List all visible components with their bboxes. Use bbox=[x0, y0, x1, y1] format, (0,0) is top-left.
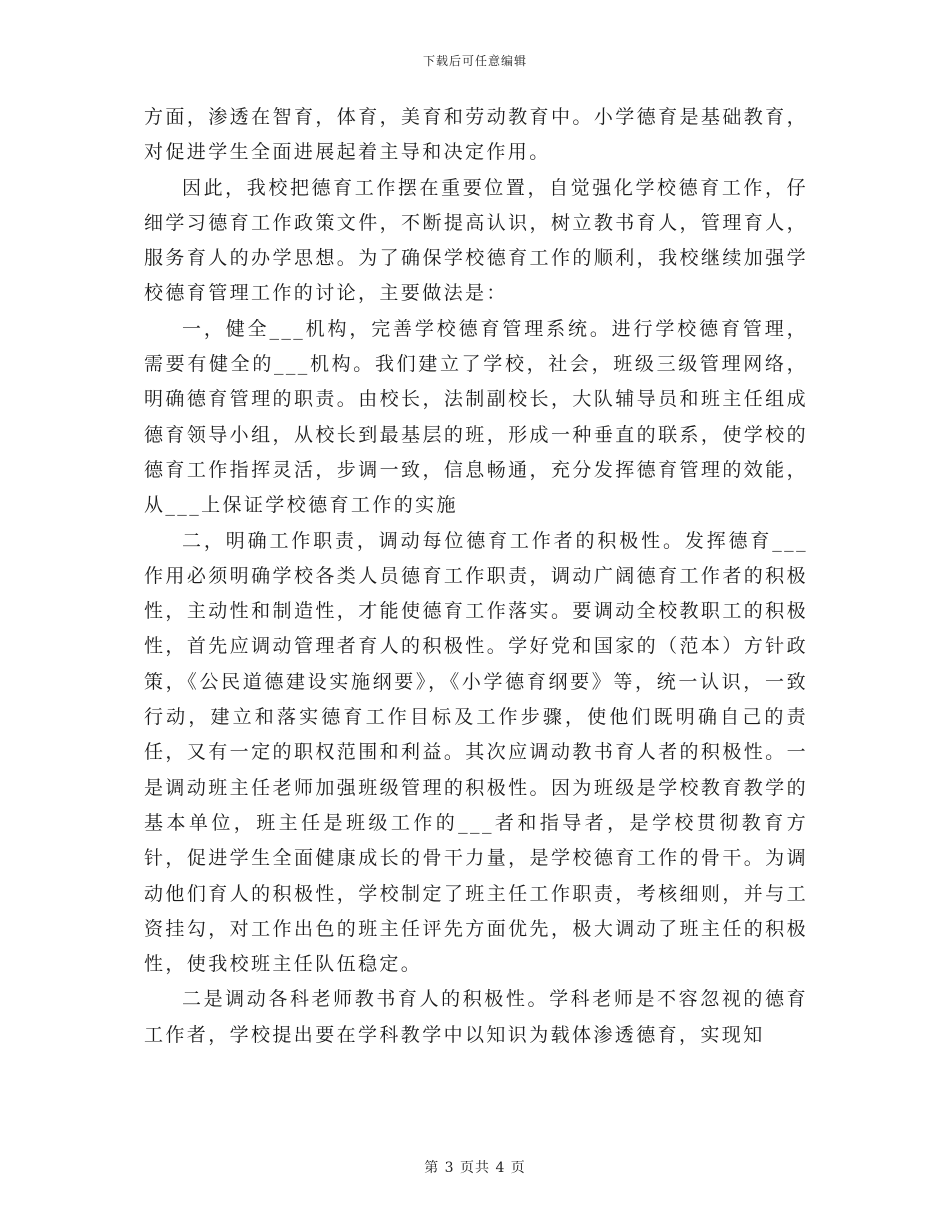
paragraph-1: 方面，渗透在智育，体育，美育和劳动教育中。小学德育是基础教育，对促进学生全面进展起着主导和决定作用。 bbox=[144, 106, 808, 164]
paragraph-3: 一，健全___机构，完善学校德育管理系统。进行学校德育管理，需要有健全的___机构。我们建立了学校，社会，班级三级管理网络，明确德育管理的职责。由校长，法制副校长，大队辅导员和班主任组成德育领导小组，从校长到最基层的班，形成一种垂直的联系，使学校的德育工作指挥灵活，步调一致，信息畅通，充分发挥德育管理的效能，从___上保证学校德育工作的实施 bbox=[144, 317, 808, 517]
paragraph-2: 因此，我校把德育工作摆在重要位置，自觉强化学校德育工作，仔细学习德育工作政策文件，不断提高认识，树立教书育人，管理育人，服务育人的办学思想。为了确保学校德育工作的顺利，我校继续加强学校德育管理工作的讨论，主要做法是： bbox=[144, 176, 808, 305]
page-header: 下载后可任意编辑 bbox=[422, 54, 527, 68]
paragraph-4: 二，明确工作职责，调动每位德育工作者的积极性。发挥德育___作用必须明确学校各类人员德育工作职责，调动广阔德育工作者的积极性，主动性和制造性，才能使德育工作落实。要调动全校教职工的积极性，首先应调动管理者育人的积极性。学好党和国家的（范本）方针政策，《公民道德建设实施纲要》，《小学德育纲要》等，统一认识，一致行动，建立和落实德育工作目标及工作步骤，使他们既明确自己的责任，又有一定的职权范围和利益。其次应调动教书育人者的积极性。一是调动班主任老师加强班级管理的积极性。因为班级是学校教育教学的基本单位，班主任是班级工作的___者和指导者，是学校贯彻教育方针，促进学生全面健康成长的骨干力量，是学校德育工作的骨干。为调动他们育人的积极性，学校制定了班主任工作职责，考核细则，并与工资挂勾，对工作出色的班主任评先方面优先，极大调动了班主任的积极性，使我校班主任队伍稳定。 bbox=[144, 529, 808, 976]
paragraph-5: 二是调动各科老师教书育人的积极性。学科老师是不容忽视的德育工作者，学校提出要在学科教学中以知识为载体渗透德育，实现知 bbox=[144, 988, 808, 1046]
page-number-footer: 第 3 页共 4 页 bbox=[424, 1160, 526, 1176]
document-body bbox=[144, 100, 808, 1053]
